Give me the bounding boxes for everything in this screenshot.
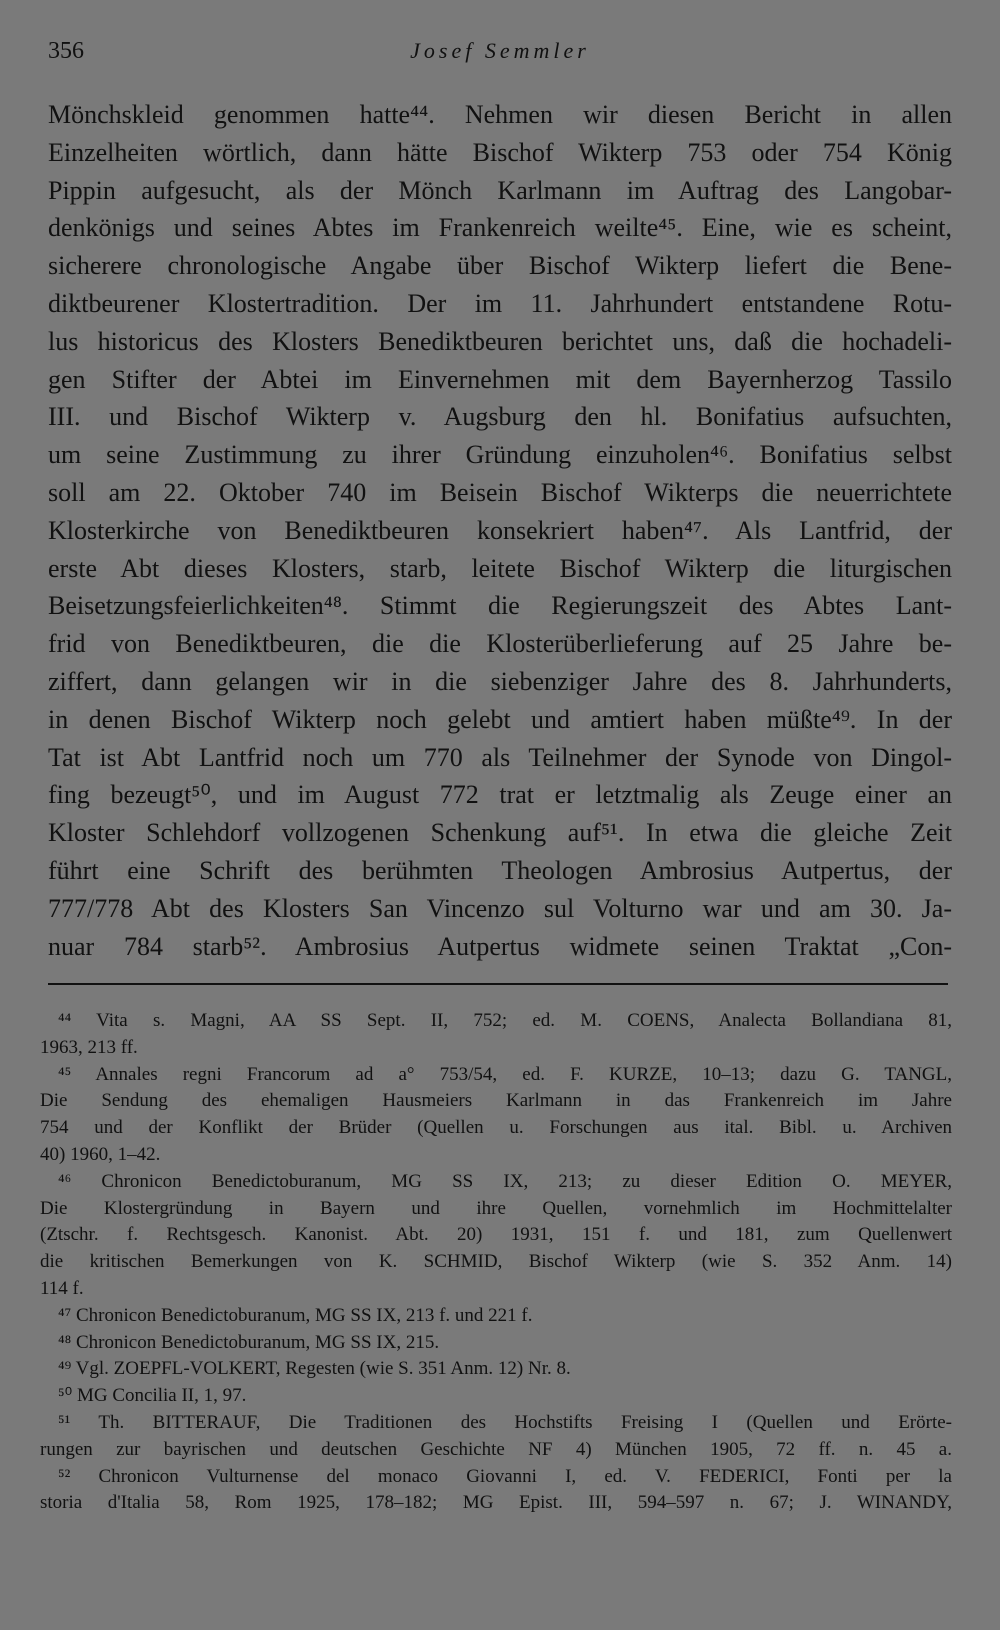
footnote-line: ⁴⁵ Annales regni Francorum ad a° 753/54, ed. F. KURZE, 10–13; dazu G. TANGL, [58,1063,952,1085]
text-line: Beisetzungsfeierlichkeiten⁴⁸. Stimmt die Regierungszeit des Abtes Lant- [48,591,952,621]
footnote-line: ⁵⁰ MG Concilia II, 1, 97. [58,1385,247,1407]
text-line: frid von Benediktbeuren, die die Klosterüberlieferung auf 25 Jahre be- [48,629,952,659]
text-line: fing bezeugt⁵⁰, und im August 772 trat er letztmalig als Zeuge einer an [48,780,952,810]
footnote-line: (Ztschr. f. Rechtsgesch. Kanonist. Abt. 20) 1931, 151 f. und 181, zum Quellenwert [40,1224,952,1246]
text-line: soll am 22. Oktober 740 im Beisein Bischof Wikterps die neuerrichtete [48,477,952,507]
text-line: lus historicus des Klosters Benediktbeuren berichtet uns, daß die hochadeli- [48,326,952,356]
running-title: Josef Semmler [410,38,590,63]
footnote-line: ⁴⁴ Vita s. Magni, AA SS Sept. II, 752; ed. M. COENS, Analecta Bollandiana 81, [58,1010,952,1031]
text-line: Kloster Schlehdorf vollzogenen Schenkung auf⁵¹. In etwa die gleiche Zeit [48,818,952,848]
footnote-line: 754 und der Konflikt der Brüder (Quellen u. Forschungen aus ital. Bibl. u. Archiven [40,1117,952,1139]
main-text [48,96,952,965]
footnote-line: storia d'Italia 58, Rom 1925, 178–182; MG Epist. III, 594–597 n. 67; J. WINANDY, [40,1492,952,1514]
footnote-line: 114 f. [40,1277,84,1299]
text-line: gen Stifter der Abtei im Einvernehmen mit dem Bayernherzog Tassilo [48,364,952,394]
footnote-line: ⁴⁶ Chronicon Benedictoburanum, MG SS IX, 213; zu dieser Edition O. MEYER, [58,1170,952,1192]
text-line: 777/778 Abt des Klosters San Vincenzo sul Volturno war und am 30. Ja- [48,893,952,923]
text-line: Pippin aufgesucht, als der Mönch Karlmann im Auftrag des Langobar- [48,175,952,205]
footnotes [40,1008,952,1517]
text-line: nuar 784 starb⁵². Ambrosius Autpertus widmete seinen Traktat „Con- [48,931,952,961]
footnote-line: ⁴⁷ Chronicon Benedictoburanum, MG SS IX, 213 f. und 221 f. [58,1304,533,1326]
text-line: Einzelheiten wörtlich, dann hätte Bischof Wikterp 753 oder 754 König [48,137,952,167]
text-line: diktbeurener Klostertradition. Der im 11. Jahrhundert entstandene Rotu- [48,288,952,318]
text-line: ziffert, dann gelangen wir in die siebenziger Jahre des 8. Jahrhunderts, [48,666,952,696]
footnote-divider [48,983,948,985]
text-line: um seine Zustimmung zu ihrer Gründung einzuholen⁴⁶. Bonifatius selbst [48,440,952,470]
footnote-line: die kritischen Bemerkungen von K. SCHMID, Bischof Wikterp (wie S. 352 Anm. 14) [40,1251,952,1273]
footnote-line: Die Sendung des ehemaligen Hausmeiers Karlmann in das Frankenreich im Jahre [40,1090,952,1112]
text-line: Klosterkirche von Benediktbeuren konsekriert haben⁴⁷. Als Lantfrid, der [48,515,952,545]
footnote-line: ⁴⁹ Vgl. ZOEPFL-VOLKERT, Regesten (wie S. 351 Anm. 12) Nr. 8. [58,1358,571,1380]
footnote-line: ⁵¹ Th. BITTERAUF, Die Traditionen des Hochstifts Freising I (Quellen und Erörte- [58,1411,952,1433]
text-line: führt eine Schrift des berühmten Theologen Ambrosius Autpertus, der [48,855,952,885]
footnote-line: ⁴⁸ Chronicon Benedictoburanum, MG SS IX, 215. [58,1331,440,1353]
text-line: Tat ist Abt Lantfrid noch um 770 als Teilnehmer der Synode von Dingol- [48,742,952,772]
footnote-line: 1963, 213 ff. [40,1036,138,1058]
text-line: Mönchskleid genommen hatte⁴⁴. Nehmen wir diesen Bericht in allen [48,100,952,129]
page-number: 356 [48,38,84,64]
footnote-line: 40) 1960, 1–42. [40,1143,161,1165]
footnote-line: Die Klostergründung in Bayern und ihre Quellen, vornehmlich im Hochmittelalter [40,1197,952,1219]
text-line: III. und Bischof Wikterp v. Augsburg den hl. Bonifatius aufsuchten, [48,402,952,432]
footnote-line: ⁵² Chronicon Vulturnense del monaco Giovanni I, ed. V. FEDERICI, Fonti per la [58,1465,952,1487]
text-line: erste Abt dieses Klosters, starb, leitete Bischof Wikterp die liturgischen [48,553,952,583]
text-line: denkönigs und seines Abtes im Frankenreich weilte⁴⁵. Eine, wie es scheint, [48,213,952,243]
footnote-line: rungen zur bayrischen und deutschen Geschichte NF 4) München 1905, 72 ff. n. 45 a. [40,1438,952,1460]
text-line: sicherere chronologische Angabe über Bischof Wikterp liefert die Bene- [48,251,952,281]
page-header [48,38,952,78]
text-line: in denen Bischof Wikterp noch gelebt und amtiert haben müßte⁴⁹. In der [48,704,952,734]
